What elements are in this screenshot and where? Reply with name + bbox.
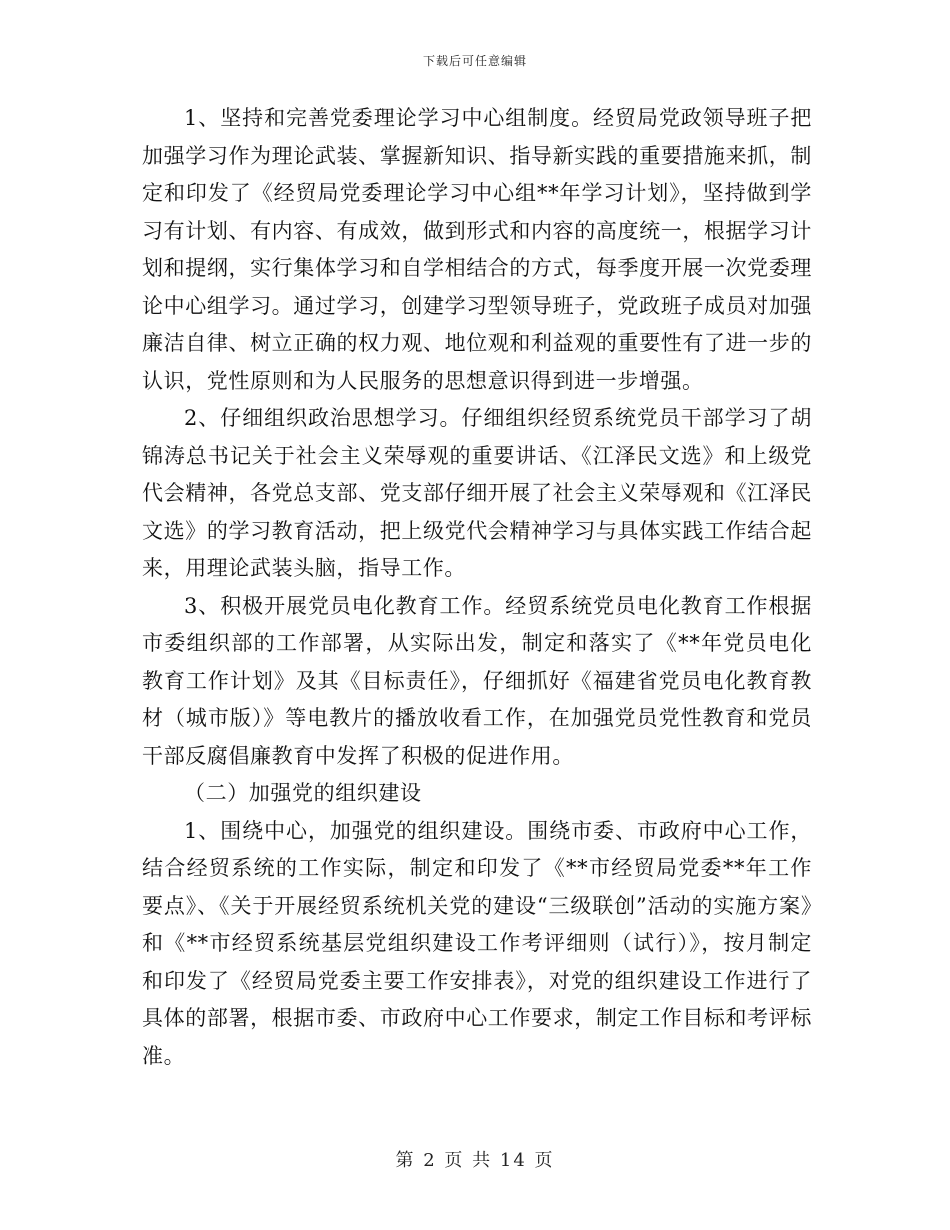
paragraph-study-center-group: 1、坚持和完善党委理论学习中心组制度。经贸局党政领导班子把加强学习作为理论武装、掌握新知识、指导新实践的重要措施来抓，制定和印发了《经贸局党委理论学习中心组**年学习计划》，坚持做到学习有计划、有内容、有成效，做到形式和内容的高度统一，根据学习计划和提纲，实行集体学习和自学相结合的方式，每季度开展一次党委理论中心组学习。通过学习，创建学习型领导班子，党政班子成员对加强廉洁自律、树立正确的权力观、地位观和利益观的重要性有了进一步的认识，党性原则和为人民服务的思想意识得到进一步增强。: [142, 106, 812, 393]
section-heading-organization-building: （二）加强党的组织建设: [184, 781, 422, 805]
page-header: 下载后可任意编辑: [422, 54, 527, 68]
current-page-number: 2: [423, 1150, 437, 1171]
paragraph-electronic-education: 3、积极开展党员电化教育工作。经贸系统党员电化教育工作根据市委组织部的工作部署，从实际出发，制定和落实了《**年党员电化教育工作计划》及其《目标责任》，仔细抓好《福建省党员电化教育教材（城市版）》等电教片的播放收看工作，在加强党员党性教育和党员干部反腐倡廉教育中发挥了积极的促进作用。: [142, 593, 812, 768]
paragraph-organization-building: 1、围绕中心，加强党的组织建设。围绕市委、市政府中心工作，结合经贸系统的工作实际，制定和印发了《**市经贸局党委**年工作要点》、《关于开展经贸系统机关党的建设“三级联创”活动的实施方案》和《**市经贸系统基层党组织建设工作考评细则（试行）》，按月制定和印发了《经贸局党委主要工作安排表》，对党的组织建设工作进行了具体的部署，根据市委、市政府中心工作要求，制定工作目标和考评标准。: [142, 818, 812, 1068]
total-page-count: 14: [499, 1150, 527, 1171]
document-body: [142, 100, 812, 1075]
footer-label-prefix: 第: [395, 1150, 416, 1171]
footer-label-suffix: 页: [534, 1150, 555, 1171]
page-footer: [0, 1146, 950, 1172]
paragraph-political-study: 2、仔细组织政治思想学习。仔细组织经贸系统党员干部学习了胡锦涛总书记关于社会主义荣辱观的重要讲话、《江泽民文选》和上级党代会精神，各党总支部、党支部仔细开展了社会主义荣辱观和《江泽民文选》的学习教育活动，把上级党代会精神学习与具体实践工作结合起来，用理论武装头脑，指导工作。: [142, 406, 812, 580]
footer-label-mid: 页 共: [444, 1150, 493, 1171]
